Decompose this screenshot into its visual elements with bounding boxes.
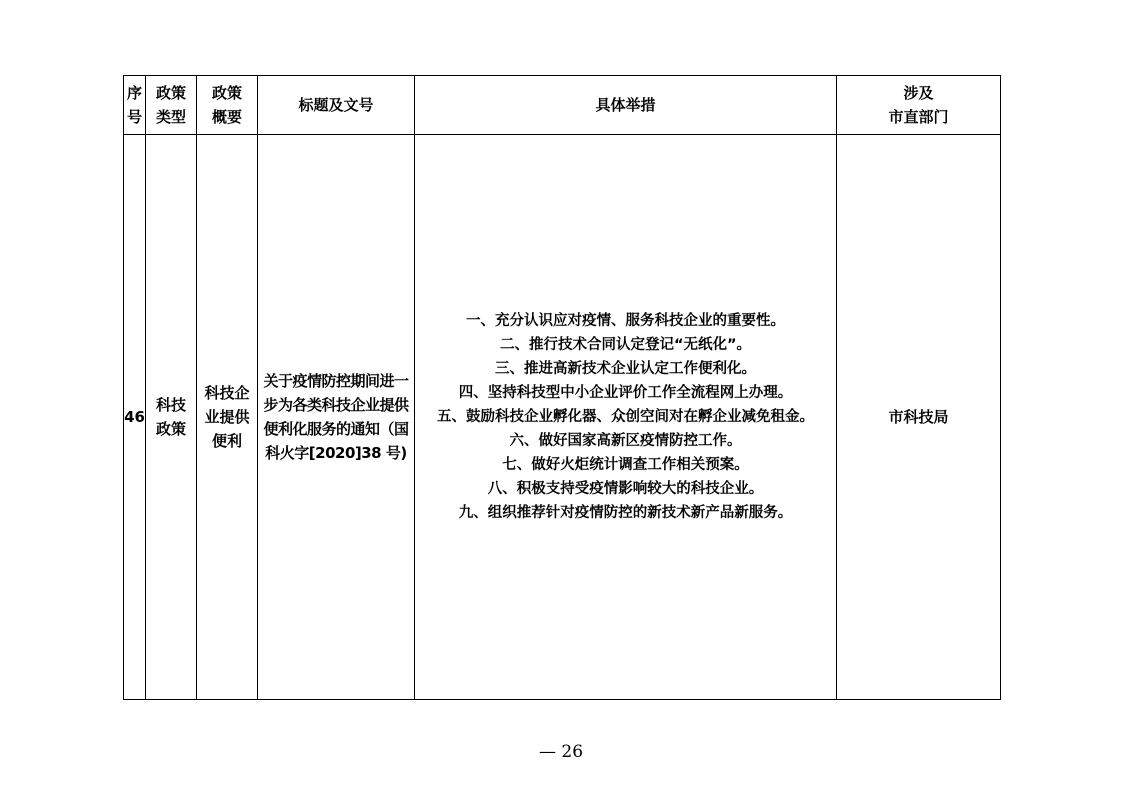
cell-seq: 46 — [124, 135, 146, 700]
header-policy-summary: 政策 概要 — [197, 76, 258, 135]
header-department: 涉及 市直部门 — [837, 76, 1001, 135]
measure-item: 九、组织推荐针对疫情防控的新技术新产品新服务。 — [458, 505, 793, 521]
policy-table — [123, 75, 1001, 700]
table-header-row — [124, 76, 1001, 135]
measure-item: 六、做好国家高新区疫情防控工作。 — [509, 433, 742, 449]
cell-measures — [415, 135, 837, 700]
measure-item: 一、充分认识应对疫情、服务科技企业的重要性。 — [466, 313, 785, 329]
measure-item: 七、做好火炬统计调查工作相关预案。 — [502, 457, 749, 473]
header-measures: 具体举措 — [415, 76, 837, 135]
header-policy-type: 政策 类型 — [146, 76, 197, 135]
cell-policy-type: 科技 政策 — [146, 135, 197, 700]
cell-policy-summary: 科技企 业提供 便利 — [197, 135, 258, 700]
measure-item: 三、推进高新技术企业认定工作便利化。 — [495, 361, 756, 377]
measure-item: 二、推行技术合同认定登记“无纸化”。 — [499, 337, 752, 353]
measure-item: 五、鼓励科技企业孵化器、众创空间对在孵企业减免租金。 — [437, 409, 814, 425]
cell-title-doc-number: 关于疫情防控期间进一步为各类科技企业提供便利化服务的通知（国科火字[2020]38 号) — [258, 135, 415, 700]
header-seq: 序 号 — [124, 76, 146, 135]
header-title-doc-number: 标题及文号 — [258, 76, 415, 135]
measure-item: 八、积极支持受疫情影响较大的科技企业。 — [487, 481, 764, 497]
page-number: — 26 — [538, 742, 584, 762]
cell-department: 市科技局 — [837, 135, 1001, 700]
measure-item: 四、坚持科技型中小企业评价工作全流程网上办理。 — [458, 385, 793, 401]
table-row — [124, 135, 1001, 700]
